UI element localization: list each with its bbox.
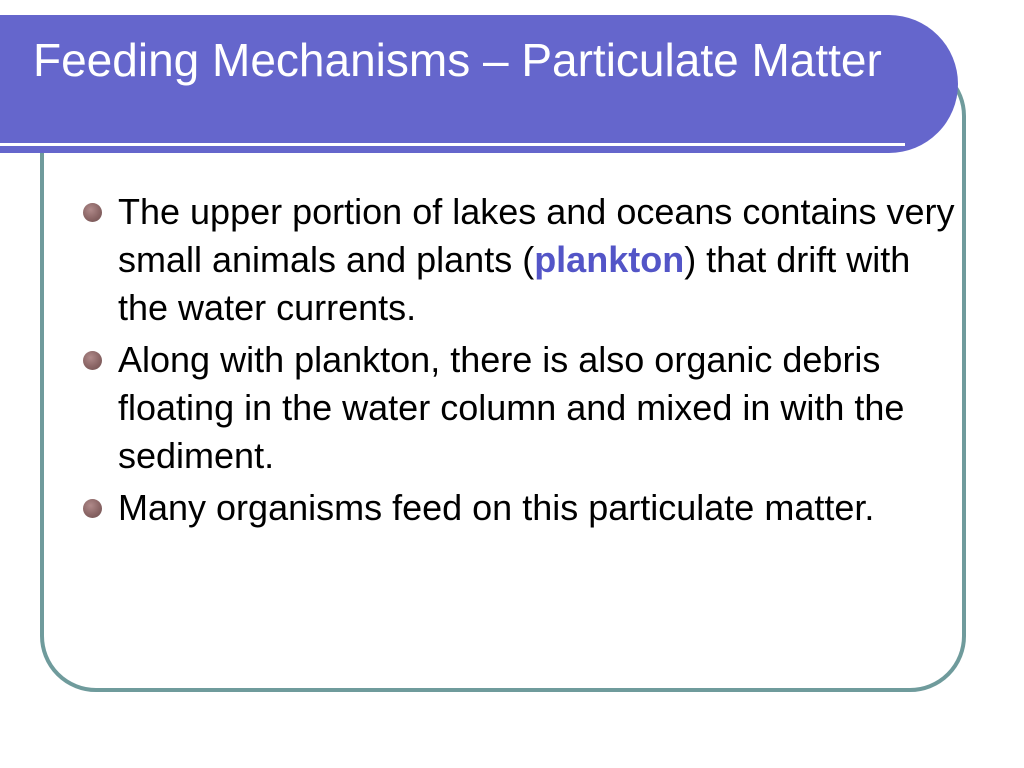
bullet-dot-icon <box>83 203 102 222</box>
title-banner <box>0 15 958 153</box>
keyword-plankton: plankton <box>534 239 685 280</box>
bullet-item-organisms-feed <box>76 484 956 532</box>
bullet-item-plankton <box>76 188 956 332</box>
bullet-dot-icon <box>83 499 102 518</box>
bullet-list <box>76 188 956 536</box>
slide-title: Feeding Mechanisms – Particulate Matter <box>33 34 882 86</box>
title-underline <box>0 143 905 146</box>
bullet-text-after: ) that drift with the water currents. <box>118 239 911 328</box>
bullet-item-organic-debris <box>76 336 956 480</box>
bullet-text-before: The upper portion of lakes and oceans contains very small animals and plants ( <box>118 191 955 280</box>
bullet-text: Along with plankton, there is also organic debris floating in the water column and mixed in with the sediment. <box>118 339 905 476</box>
bullet-dot-icon <box>83 351 102 370</box>
bullet-text: Many organisms feed on this particulate matter. <box>118 487 875 528</box>
